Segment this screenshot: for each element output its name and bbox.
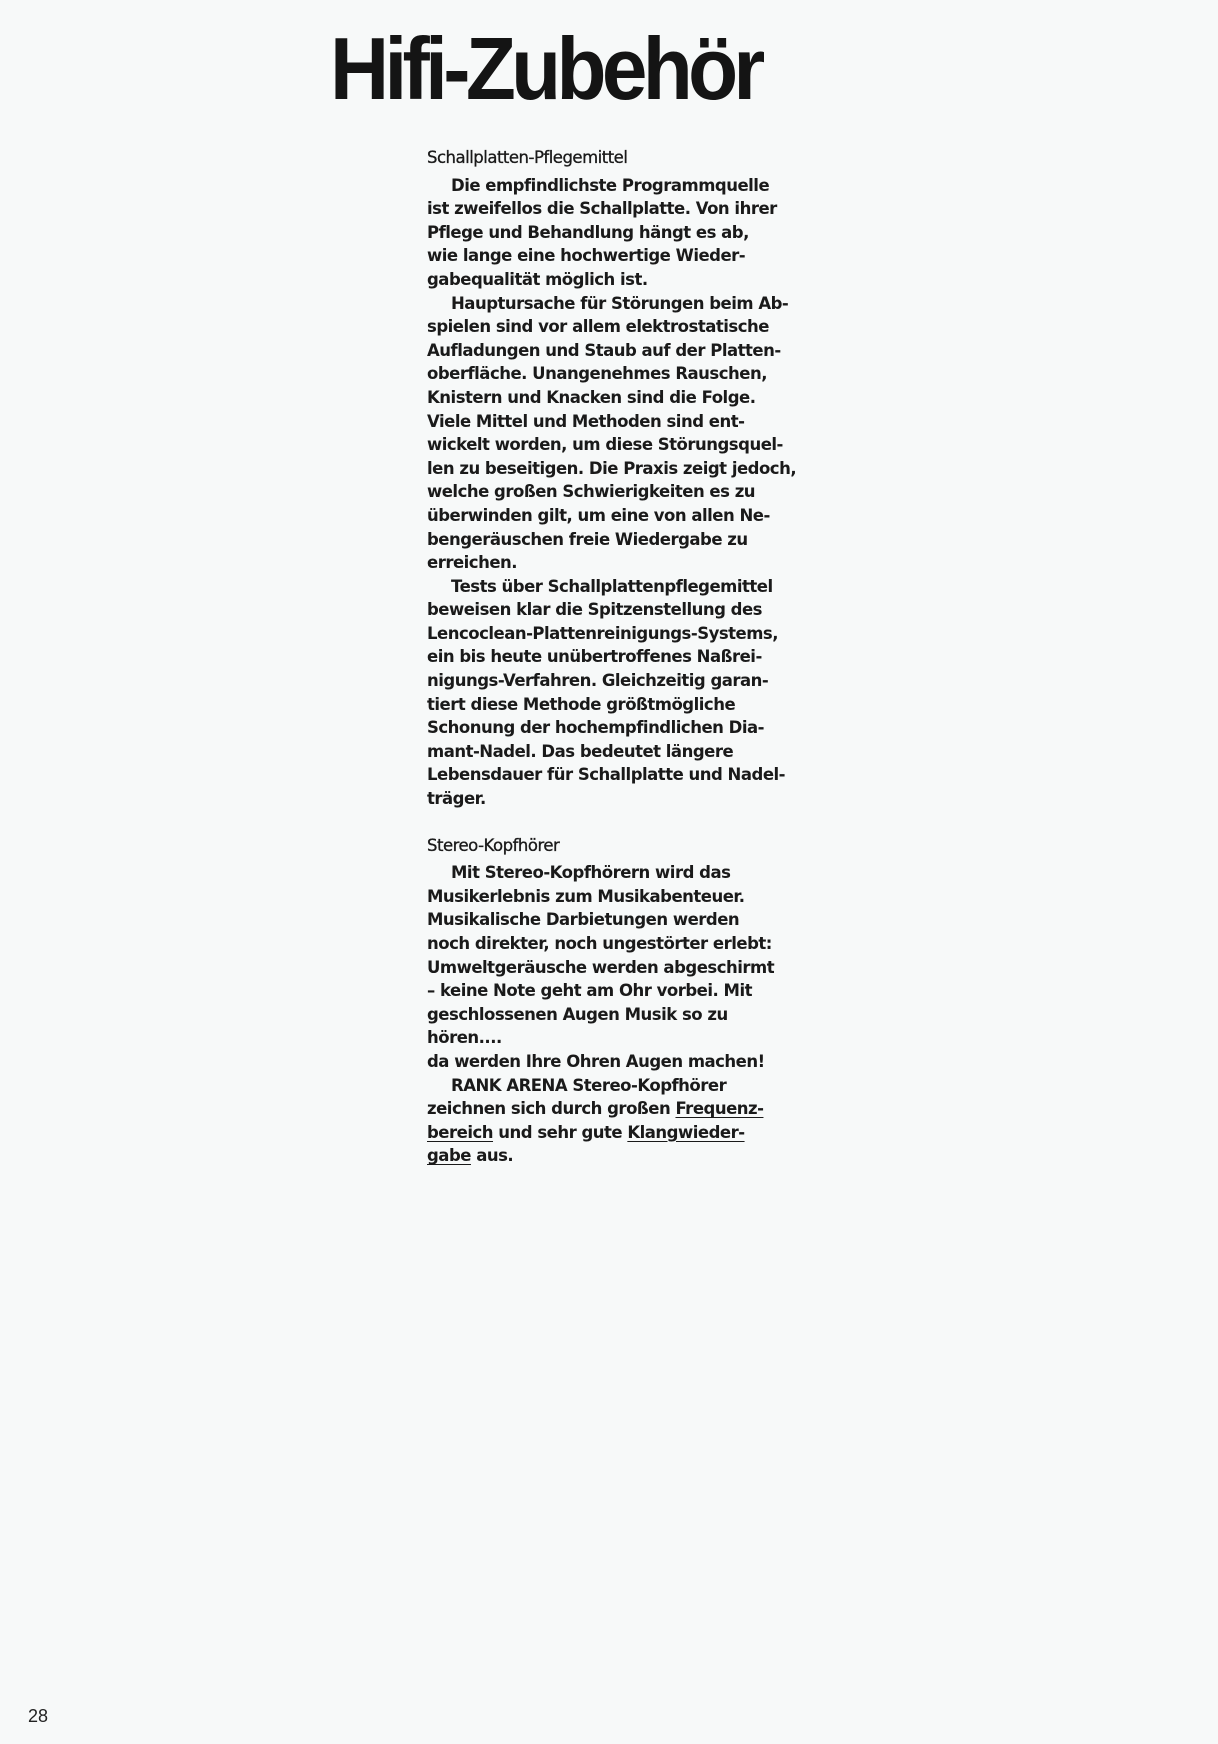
text-line: überwinden gilt, um eine von allen Ne- [427,505,770,525]
text-fragment: aus. [476,1146,514,1166]
text-line: Musikerlebnis zum Musikabenteuer. [427,886,745,906]
text-line: erreichen. [427,553,518,573]
underlined-term-frequency: Frequenz- [675,1099,764,1119]
text-fragment: zeichnen sich durch großen [427,1099,671,1119]
text-line: träger. [427,789,486,809]
text-line: bengeräuschen freie Wiedergabe zu [427,529,748,549]
text-line: nigungs-Verfahren. Gleichzeitig garan- [427,671,769,691]
text-fragment: und sehr gute [498,1122,623,1142]
text-line: noch direkter, noch ungestörter erlebt: [427,934,772,953]
text-line: Die empfindlichste Programmquelle [451,175,770,195]
text-column [427,146,825,1168]
text-line: geschlossenen Augen Musik so zu [427,1004,728,1024]
text-line: Musikalische Darbietungen werden [427,910,740,930]
text-line: da werden Ihre Ohren Augen machen! [427,1051,765,1071]
text-line: mant-Nadel. Das bedeutet längere [427,741,734,761]
section-heading-record-care: Schallplatten-Pflegemittel [427,148,628,167]
text-line: ist zweifellos die Schallplatte. Von ihrer [427,199,777,219]
text-line: hören.... [427,1028,502,1048]
text-line: len zu beseitigen. Die Praxis zeigt jedoch, [427,458,797,478]
page-number: 28 [28,1706,49,1726]
text-line: wickelt worden, um diese Störungsquel- [427,435,783,455]
text-line: Knistern und Knacken sind die Folge. [427,387,756,407]
text-line: beweisen klar die Spitzenstellung des [427,600,763,620]
underlined-term-sound-cont: gabe [427,1146,471,1166]
text-line: spielen sind vor allem elektrostatische [427,317,769,337]
text-line: Lencoclean-Plattenreinigungs-Systems, [427,623,779,643]
text-line [427,1144,825,1168]
text-line: Mit Stereo-Kopfhörern wird das [451,863,731,883]
text-line: Hauptursache für Störungen beim Ab- [451,293,789,313]
text-line: – keine Note geht am Ohr vorbei. Mit [427,981,752,1001]
text-line: Aufladungen und Staub auf der Platten- [427,340,781,360]
text-line [427,1121,825,1145]
page-title: Hifi-Zubehör [330,19,761,118]
text-line: oberfläche. Unangenehmes Rauschen, [427,364,767,384]
underlined-term-frequency-cont: bereich [427,1122,494,1142]
text-line: wie lange eine hochwertige Wieder- [427,246,746,266]
text-line: Viele Mittel und Methoden sind ent- [427,411,745,431]
text-line [427,1097,825,1121]
text-line: Pflege und Behandlung hängt es ab, [427,222,749,242]
text-line: Schonung der hochempfindlichen Dia- [427,718,764,738]
text-line: welche großen Schwierigkeiten es zu [427,482,756,502]
section-heading-headphones: Stereo-Kopfhörer [427,835,560,855]
underlined-term-sound: Klangwieder- [627,1122,745,1142]
text-line: gabequalität möglich ist. [427,269,648,289]
text-line: Lebensdauer für Schallplatte und Nadel- [427,765,786,785]
text-line: Umweltgeräusche werden abgeschirmt [427,957,775,977]
text-line: Tests über Schallplattenpflegemittel [451,576,773,596]
text-line: tiert diese Methode größtmögliche [427,694,736,714]
text-line: ein bis heute unübertroffenes Naßrei- [427,647,762,667]
section-spacer [427,811,825,834]
text-line: RANK ARENA Stereo-Kopfhörer [451,1075,727,1095]
